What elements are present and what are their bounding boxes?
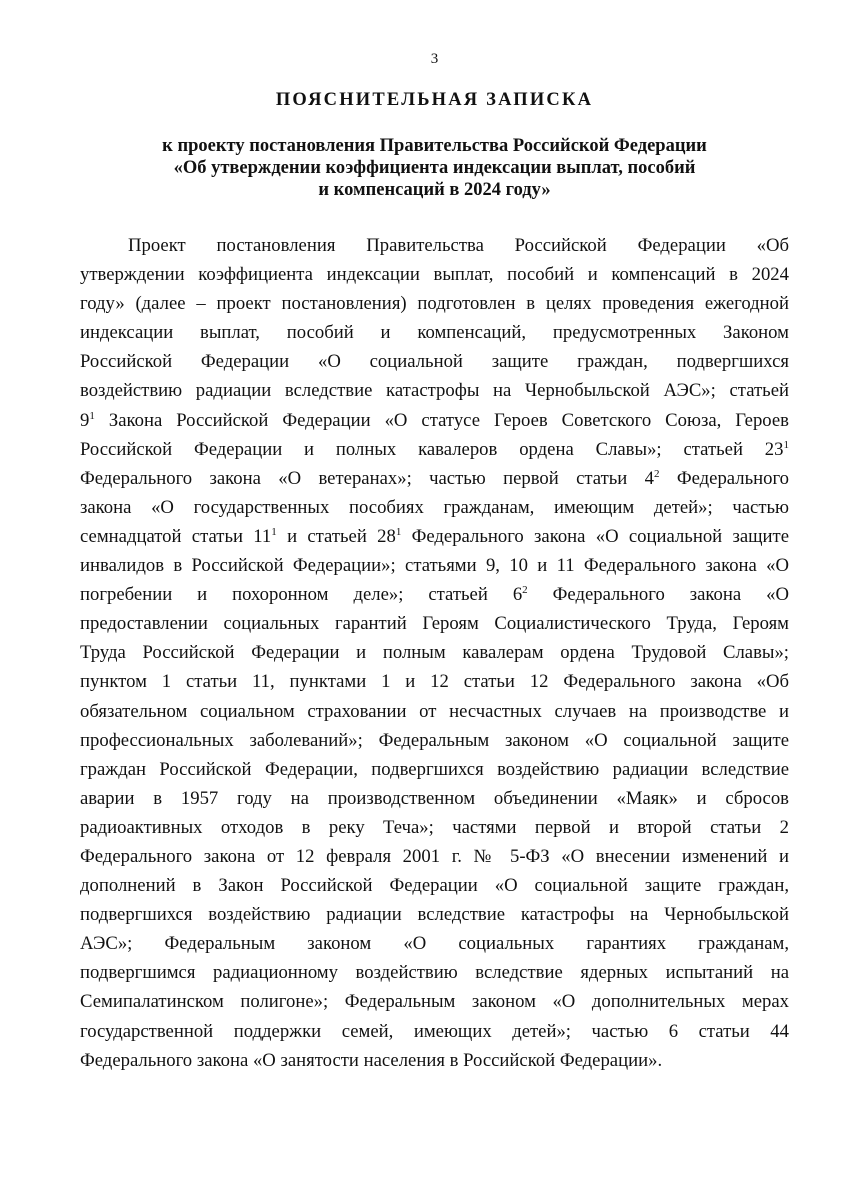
text-line: Проект постановления Правительства Российской Федерации «Об	[128, 235, 789, 256]
text-line: радиоактивных отходов в реку Теча»; частями первой и второй статьи 2	[80, 816, 789, 838]
text-line	[80, 580, 789, 609]
document-subtitle	[80, 135, 789, 201]
superscript: 1	[395, 525, 402, 538]
text-line: государственной поддержки семей, имеющих детей»; частью 6 статьи 44	[80, 1020, 789, 1042]
text-fragment: Федерального закона «О	[527, 584, 789, 606]
text-fragment: Федерального закона «О ветеранах»; частью первой статьи 4	[80, 467, 654, 489]
text-line: граждан Российской Федерации, подвергшихся воздействию радиации вследствие	[80, 758, 789, 780]
page-number: 3	[430, 51, 439, 67]
superscript: 1	[783, 438, 789, 451]
text-fragment: семнадцатой статьи 11	[80, 525, 272, 547]
text-line: индексации выплат, пособий и компенсаций, предусмотренных Законом	[80, 322, 789, 344]
text-line: закона «О государственных пособиях гражданам, имеющим детей»; частью	[80, 496, 789, 518]
text-line: профессиональных заболеваний»; Федеральным законом «О социальной защите	[80, 729, 789, 751]
text-line: утверждении коэффициента индексации выплат, пособий и компенсаций в 2024	[80, 264, 789, 286]
text-line	[80, 464, 789, 493]
text-line: обязательном социальном страховании от несчастных случаев на производстве и	[80, 700, 789, 722]
text-line: АЭС»; Федеральным законом «О социальных гарантиях гражданам,	[80, 933, 789, 955]
text-fragment: 9	[80, 409, 90, 431]
text-line: Семипалатинском полигоне»; Федеральным законом «О дополнительных мерах	[80, 991, 789, 1013]
text-line: дополнений в Закон Российской Федерации «О социальной защите граждан,	[80, 875, 789, 897]
superscript: 2	[522, 584, 528, 597]
text-line: аварии в 1957 году на производственном объединении «Маяк» и сбросов	[80, 787, 789, 809]
text-line	[80, 406, 789, 435]
text-line: году» (далее – проект постановления) подготовлен в целях проведения ежегодной	[80, 293, 789, 315]
text-fragment: Российской Федерации и полных кавалеров ордена Славы»; статьей 23	[80, 438, 784, 460]
text-fragment: Федерального закона «О социальной защите	[401, 525, 789, 547]
superscript: 1	[271, 525, 277, 538]
text-line: предоставлении социальных гарантий Героям Социалистического Труда, Героям	[80, 613, 789, 635]
superscript: 1	[89, 409, 95, 422]
text-line: подвергшихся воздействию радиации вследствие катастрофы на Чернобыльской	[80, 904, 789, 926]
subtitle-line: к проекту постановления Правительства Российской Федерации	[162, 136, 707, 156]
text-fragment: погребении и похоронном деле»; статьей 6	[80, 584, 523, 606]
text-line: пунктом 1 статьи 11, пунктами 1 и 12 статьи 12 Федерального закона «Об	[80, 671, 789, 693]
text-line: воздействию радиации вследствие катастрофы на Чернобыльской АЭС»; статьей	[80, 380, 789, 402]
text-line	[80, 522, 789, 551]
subtitle-line: «Об утверждении коэффициента индексации выплат, пособий	[173, 158, 696, 178]
text-fragment: Закона Российской Федерации «О статусе Героев Советского Союза, Героев	[94, 409, 789, 431]
document-title: ПОЯСНИТЕЛЬНАЯ ЗАПИСКА	[275, 90, 594, 110]
text-line: Российской Федерации «О социальной защите граждан, подвергшихся	[80, 351, 789, 373]
body-paragraph	[80, 231, 789, 1075]
text-line: инвалидов в Российской Федерации»; статьями 9, 10 и 11 Федерального закона «О	[80, 555, 789, 577]
text-line: подвергшимся радиационному воздействию вследствие ядерных испытаний на	[80, 962, 789, 984]
text-fragment: и статьей 28	[276, 525, 396, 547]
superscript: 2	[654, 467, 660, 480]
text-line: Федерального закона от 12 февраля 2001 г. № 5-ФЗ «О внесении изменений и	[80, 845, 789, 867]
text-fragment: Федерального	[659, 467, 789, 489]
text-line: Федерального закона «О занятости населения в Российской Федерации».	[80, 1049, 663, 1071]
subtitle-line: и компенсаций в 2024 году»	[318, 180, 551, 200]
text-line: Труда Российской Федерации и полным кавалерам ордена Трудовой Славы»;	[80, 642, 789, 664]
text-line	[80, 435, 789, 464]
